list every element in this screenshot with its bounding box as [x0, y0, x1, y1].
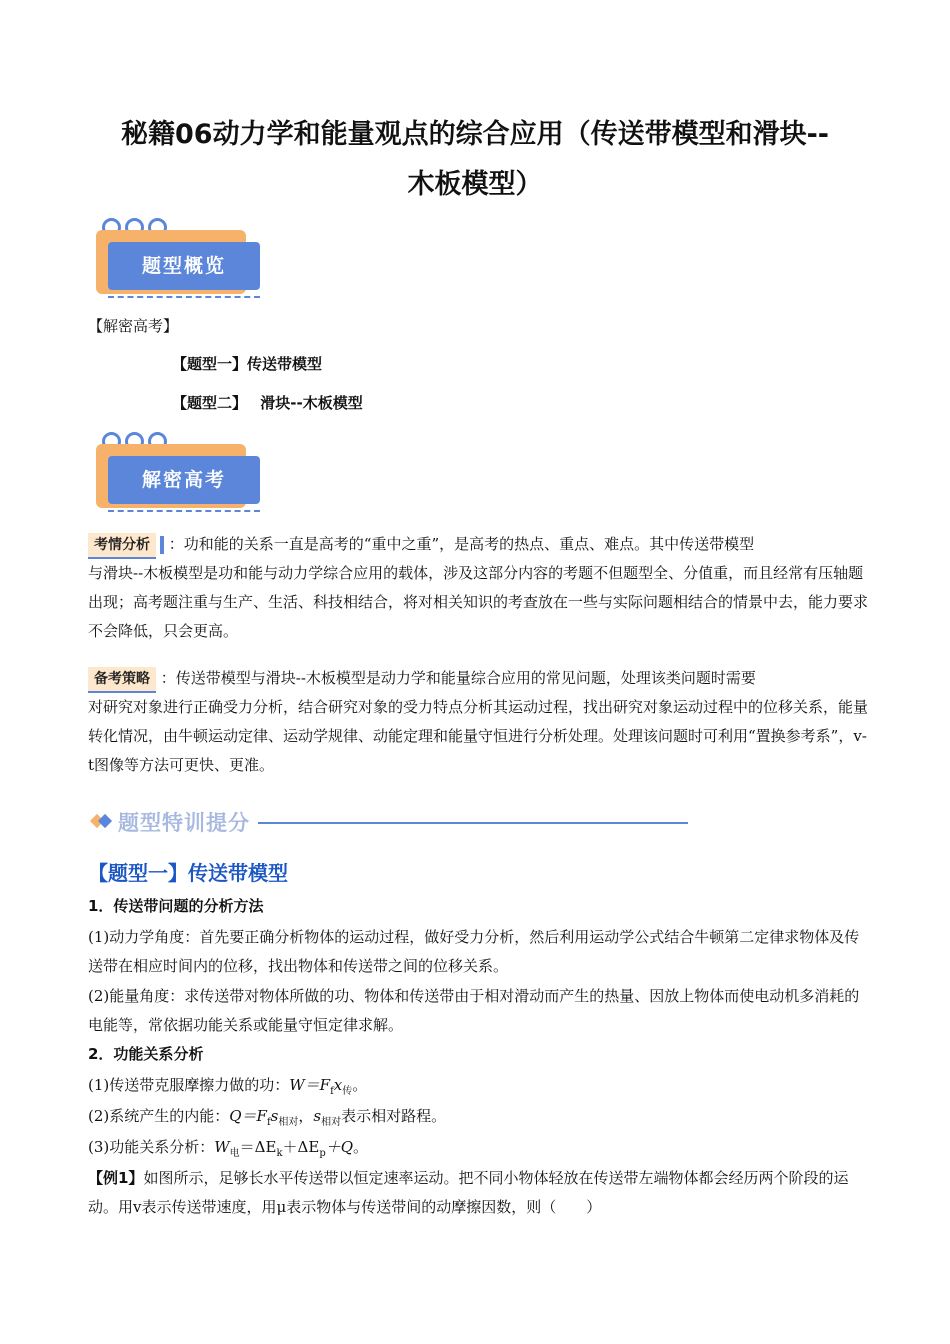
toc-heading: 【解密高考】 [88, 317, 179, 335]
analysis-paragraph [88, 530, 868, 646]
strategy-paragraph [88, 664, 868, 780]
overview-badge [96, 218, 266, 308]
example-1-text: 如图所示，足够长水平传送带以恒定速率运动。把不同小物体轻放在传送带左端物体都会经历两个阶段的运动。用v表示传送带速度，用μ表示物体与传送带间的动摩擦因数，则（ ） [88, 1169, 849, 1216]
analysis-body: 与滑块--木板模型是功和能与动力学综合应用的载体，涉及这部分内容的考题不但题型全、分值重，而且经常有压轴题出现；高考题注重与生产、生活、科技相结合，将对相关知识的考查放在一些与实际问题相结合的情景中去，能力要求不会降低，只会更高。 [88, 564, 869, 640]
section-banner-title: 题型特训提分 [118, 811, 250, 835]
overview-badge-label: 题型概览 [108, 242, 260, 290]
example-1-tag: 【例1】 [88, 1169, 144, 1187]
strategy-body: 对研究对象进行正确受力分析，结合研究对象的受力特点分析其运动过程，找出研究对象运动过程中的位移关系，能量转化情况，由牛顿运动定律、运动学规律、动能定理和能量守恒进行分析处理。处理该问题时可利用“置换参考系”，v-t图像等方法可更快、更准。 [88, 698, 869, 774]
toc-item-type2-prefix: 【题型二】 [172, 394, 248, 412]
page-title: 秘籍06动力学和能量观点的综合应用（传送带模型和滑块-- [121, 119, 829, 150]
page-title-line2: 木板模型） [407, 169, 543, 200]
section-banner [88, 806, 688, 840]
formula-energy: (3)功能关系分析：$W_电=\Delta E_k+\Delta E_p+Q$。 [88, 1138, 369, 1159]
decode-badge [96, 432, 266, 522]
example-1 [88, 1164, 868, 1222]
type1-sub2: 2．功能关系分析 [88, 1045, 204, 1063]
type1-p2: (2)能量角度：求传送带对物体所做的功、物体和传送带由于相对滑动而产生的热量、因放上物体而使电动机多消耗的电能等，常依据功能关系或能量守恒定律求解。 [88, 987, 860, 1034]
type1-sub1: 1．传送带问题的分析方法 [88, 897, 264, 915]
strategy-lead: ：传送带模型与滑块--木板模型是动力学和能量综合应用的常见问题，处理该类问题时需要 [160, 669, 756, 687]
analysis-tag: 考情分析 [88, 533, 156, 559]
toc-item-type2-text: 滑块--木板模型 [260, 394, 363, 412]
toc-item-type1[interactable]: 【题型一】传送带模型 [172, 355, 323, 373]
toc-item-type2[interactable] [172, 393, 363, 413]
formula-work: (1)传送带克服摩擦力做的功：$W=F_fx_传$。 [88, 1076, 368, 1097]
strategy-tag: 备考策略 [88, 667, 156, 693]
decode-badge-label: 解密高考 [108, 456, 260, 504]
type1-heading: 【题型一】传送带模型 [88, 861, 288, 885]
type1-p1: (1)动力学角度：首先要正确分析物体的运动过程，做好受力分析，然后利用运动学公式结合牛顿第二定律求物体及传送带在相应时间内的位移，找出物体和传送带之间的位移关系。 [88, 928, 860, 975]
formula-heat: (2)系统产生的内能：$Q=F_fs_{相对}$，$s_{相对}$表示相对路程。 [88, 1107, 447, 1128]
analysis-lead: ：功和能的关系一直是高考的“重中之重”，是高考的热点、重点、难点。其中传送带模型 [168, 535, 755, 553]
